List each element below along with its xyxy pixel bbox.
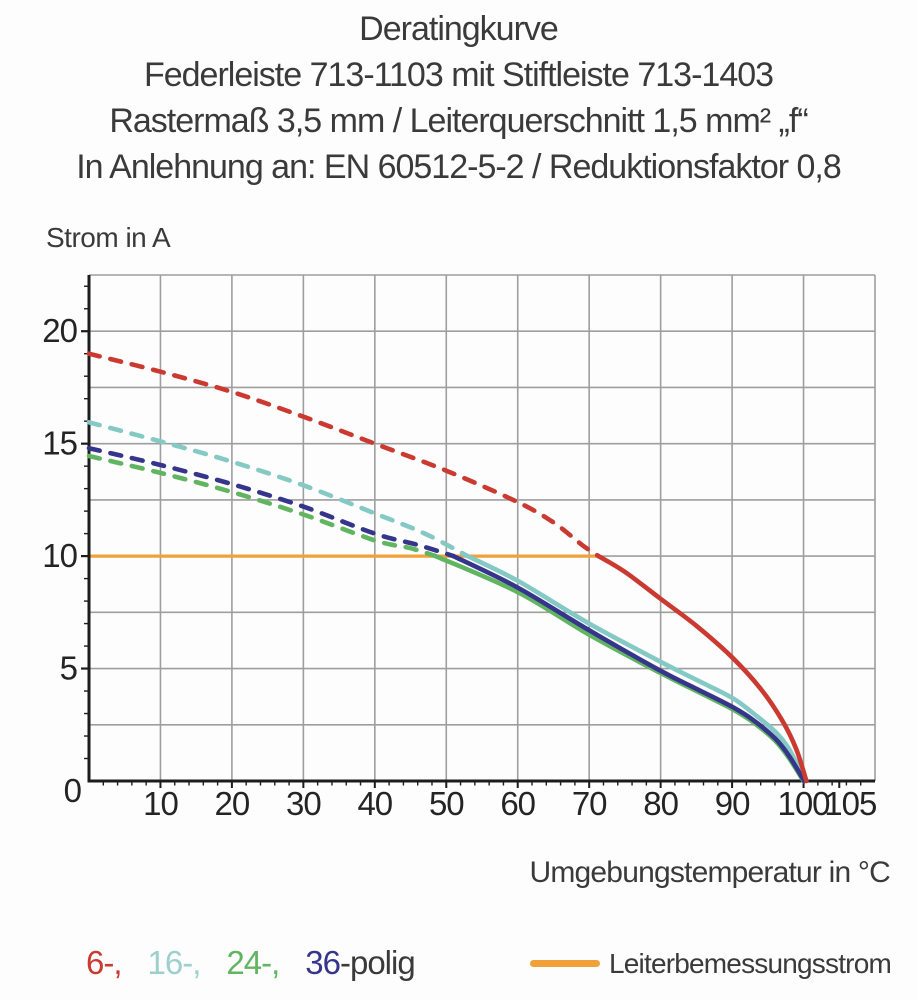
x-tick-label-50: 50 — [428, 785, 464, 822]
x-tick-label-105: 105 — [824, 785, 877, 822]
x-tick-label-30: 30 — [286, 785, 321, 822]
legend-item-24-polig: 24-, — [226, 944, 280, 981]
series-16-polig-dashed-curve — [89, 422, 468, 556]
rated-current-line-swatch — [530, 960, 600, 967]
legend-item-polig-suffix: -polig — [339, 944, 415, 981]
gridlines — [89, 275, 875, 781]
y-tick-label-20: 20 — [42, 312, 77, 350]
chart-subtitle-products: Federleiste 713-1103 mit Stiftleiste 713-1403 — [143, 56, 774, 94]
y-tick-label-10: 10 — [42, 537, 77, 575]
x-axis-title: Umgebungstemperatur in °C — [529, 856, 890, 889]
pole-count-legend — [86, 944, 415, 982]
rated-current-label: Leiterbemessungsstrom — [609, 948, 891, 979]
chart-subtitle-specs: Rastermaß 3,5 mm / Leiterquerschnitt 1,5 mm² „f“ — [109, 102, 808, 140]
y-tick-label-15: 15 — [42, 424, 77, 462]
x-tick-label-10: 10 — [143, 785, 178, 822]
series-6-polig-dashed-curve — [89, 354, 599, 556]
x-tick-label-40: 40 — [357, 785, 393, 822]
chart-subtitle-standard: In Anlehnung an: EN 60512-5-2 / Reduktionsfaktor 0,8 — [76, 148, 841, 186]
y-tick-label-5: 5 — [59, 649, 77, 687]
x-tick-label-70: 70 — [571, 785, 607, 822]
x-tick-label-60: 60 — [500, 785, 536, 822]
x-tick-label-80: 80 — [643, 785, 678, 822]
x-tick-label-90: 90 — [714, 785, 750, 822]
legend-item-36-polig: 36 — [305, 944, 340, 981]
x-tick-label-100: 100 — [777, 785, 830, 822]
x-tick-label-0: 0 — [63, 772, 81, 809]
axes — [81, 275, 875, 788]
legend-item-16-polig: 16-, — [147, 944, 201, 981]
legend-item-6-polig: 6-, — [86, 944, 122, 981]
x-tick-label-20: 20 — [214, 785, 250, 822]
y-axis-title: Strom in A — [46, 222, 171, 253]
chart-title: Deratingkurve — [359, 10, 558, 48]
